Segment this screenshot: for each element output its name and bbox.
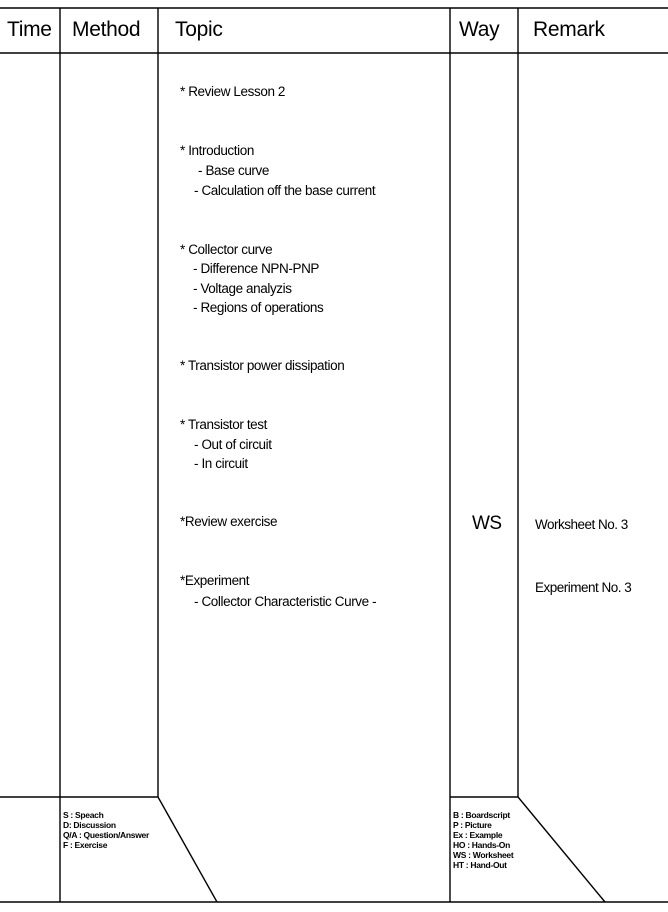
topic-subitem: - Out of circuit	[194, 437, 272, 452]
header-time: Time	[7, 18, 52, 41]
header-remark: Remark	[533, 18, 605, 41]
way-legend	[453, 810, 513, 870]
way-value: WS	[472, 513, 502, 534]
header-topic: Topic	[175, 18, 223, 41]
topic-subitem: - Base curve	[198, 163, 269, 178]
topic-subitem: - Collector Characteristic Curve -	[194, 594, 377, 609]
way-legend-item: HO : Hands-On	[453, 840, 511, 850]
way-legend-item: P : Picture	[453, 820, 492, 830]
remark-item: Worksheet No. 3	[535, 517, 628, 532]
topic-subitem: - Calculation off the base current	[194, 183, 376, 198]
topic-item: *Review exercise	[180, 514, 278, 529]
method-legend-item: Q/A : Question/Answer	[63, 830, 149, 840]
topic-item: * Transistor test	[180, 417, 267, 432]
topic-item: *Experiment	[180, 573, 250, 588]
way-legend-item: HT : Hand-Out	[453, 860, 507, 870]
topic-subitem: - Voltage analyzis	[193, 281, 292, 296]
topic-item: * Transistor power dissipation	[180, 358, 345, 373]
method-legend-item: F : Exercise	[63, 840, 108, 850]
method-legend	[63, 810, 149, 850]
topic-subitem: - Difference NPN-PNP	[193, 261, 320, 276]
topic-item: * Collector curve	[180, 242, 273, 257]
method-legend-item: D: Discussion	[63, 820, 116, 830]
topic-item: * Introduction	[180, 143, 254, 158]
way-legend-item: B : Boardscript	[453, 810, 510, 820]
remark-item: Experiment No. 3	[535, 580, 632, 595]
header-way: Way	[459, 18, 500, 41]
way-legend-item: Ex : Example	[453, 830, 503, 840]
header-method: Method	[72, 18, 141, 41]
topic-item: * Review Lesson 2	[180, 84, 286, 99]
way-legend-item: WS : Worksheet	[453, 850, 514, 860]
method-legend-item: S : Speach	[63, 810, 104, 820]
topic-subitem: - Regions of operations	[193, 300, 324, 315]
topic-subitem: - In circuit	[194, 456, 248, 471]
